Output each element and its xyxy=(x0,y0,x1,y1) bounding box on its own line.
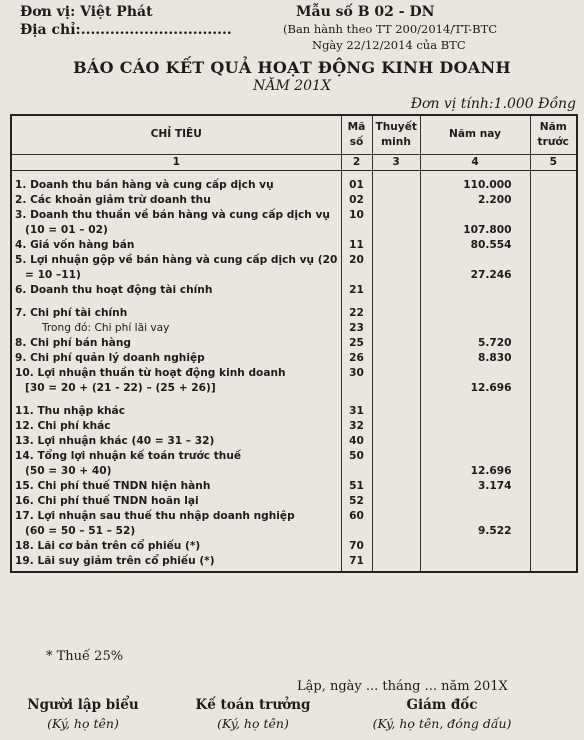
current-year-cell: 8.830 xyxy=(420,351,530,366)
indicator-cell xyxy=(12,193,341,208)
header-current-year: Năm nay xyxy=(420,116,530,154)
indicator-label: 18. Lãi cơ bản trên cổ phiếu (*) xyxy=(15,540,201,552)
indicator-label: 16. Chi phí thuế TNDN hoãn lại xyxy=(15,495,199,507)
indicator-cell xyxy=(12,419,341,434)
table-row xyxy=(12,336,576,351)
code-cell: 11 xyxy=(341,238,372,253)
indicator-cell xyxy=(12,494,341,509)
income-statement-table xyxy=(10,114,578,573)
indicator-label: 6. Doanh thu hoạt động tài chính xyxy=(15,284,213,296)
note-cell xyxy=(372,208,420,238)
indicator-cell xyxy=(12,306,341,321)
indicator-cell xyxy=(12,509,341,539)
indicator-cell xyxy=(12,238,341,253)
previous-year-cell xyxy=(530,449,576,479)
indicator-cell xyxy=(12,366,341,396)
note-cell xyxy=(372,554,420,571)
indicator-label: 15. Chi phí thuế TNDN hiện hành xyxy=(15,480,211,492)
sign-date-line: Lập, ngày ... tháng ... năm 201X xyxy=(297,679,508,694)
indicator-cell xyxy=(12,283,341,298)
director-title: Giám đốc xyxy=(406,697,478,713)
code-cell: 60 xyxy=(341,509,372,539)
table-row xyxy=(12,419,576,434)
col-number: 5 xyxy=(530,154,576,170)
previous-year-cell xyxy=(530,193,576,208)
indicator-label: 8. Chi phí bán hàng xyxy=(15,337,131,349)
table-row xyxy=(12,306,576,321)
current-year-cell xyxy=(420,321,530,336)
table-row xyxy=(12,539,576,554)
note-cell xyxy=(372,434,420,449)
preparer-note: (Ký, họ tên) xyxy=(47,716,119,731)
note-cell xyxy=(372,351,420,366)
previous-year-cell xyxy=(530,509,576,539)
code-cell: 71 xyxy=(341,554,372,571)
previous-year-cell xyxy=(530,253,576,283)
current-year-cell: 107.800 xyxy=(420,208,530,238)
indicator-cell xyxy=(12,539,341,554)
indicator-cell xyxy=(12,336,341,351)
footnote: * Thuế 25% xyxy=(46,649,124,664)
code-cell: 40 xyxy=(341,434,372,449)
chief-accountant-title: Kế toán trưởng xyxy=(195,697,311,713)
indicator-label: 19. Lãi suy giảm trên cổ phiếu (*) xyxy=(15,555,215,567)
current-year-cell xyxy=(420,539,530,554)
unit-address: Địa chỉ:............................... xyxy=(20,22,232,38)
col-number: 4 xyxy=(420,154,530,170)
indicator-cell xyxy=(12,434,341,449)
code-cell: 20 xyxy=(341,253,372,283)
current-year-cell xyxy=(420,494,530,509)
indicator-formula: = 10 –11) xyxy=(25,269,81,281)
indicator-cell xyxy=(12,178,341,193)
indicator-formula: [30 = 20 + (21 - 22) – (25 + 26)] xyxy=(25,382,216,394)
previous-year-cell xyxy=(530,494,576,509)
code-cell: 02 xyxy=(341,193,372,208)
indicator-label: 10. Lợi nhuận thuần từ hoạt động kinh doanh xyxy=(15,367,286,379)
code-cell: 32 xyxy=(341,419,372,434)
note-cell xyxy=(372,404,420,419)
indicator-formula: (10 = 01 – 02) xyxy=(25,224,108,236)
note-cell xyxy=(372,509,420,539)
indicator-cell xyxy=(12,404,341,419)
table-row xyxy=(12,434,576,449)
note-cell xyxy=(372,539,420,554)
code-cell: 31 xyxy=(341,404,372,419)
previous-year-cell xyxy=(530,178,576,193)
indicator-formula: (60 = 50 – 51 – 52) xyxy=(25,525,136,537)
director-note: (Ký, họ tên, đóng dấu) xyxy=(372,716,512,731)
table-row xyxy=(12,283,576,298)
code-cell: 01 xyxy=(341,178,372,193)
note-cell xyxy=(372,321,420,336)
current-year-cell xyxy=(420,434,530,449)
indicator-cell xyxy=(12,554,341,571)
note-cell xyxy=(372,449,420,479)
header-code: Mã số xyxy=(341,116,372,154)
current-year-cell xyxy=(420,419,530,434)
report-title: BÁO CÁO KẾT QUẢ HOẠT ĐỘNG KINH DOANH xyxy=(73,58,511,77)
table-row xyxy=(12,449,576,479)
current-year-cell xyxy=(420,283,530,298)
code-cell: 22 xyxy=(341,306,372,321)
previous-year-cell xyxy=(530,351,576,366)
current-year-cell: 5.720 xyxy=(420,336,530,351)
previous-year-cell xyxy=(530,554,576,571)
chief-accountant-note: (Ký, họ tên) xyxy=(217,716,289,731)
note-cell xyxy=(372,366,420,396)
current-year-cell: 12.696 xyxy=(420,366,530,396)
note-cell xyxy=(372,193,420,208)
current-year-cell: 12.696 xyxy=(420,449,530,479)
table-row xyxy=(12,509,576,539)
current-year-cell: 2.200 xyxy=(420,193,530,208)
indicator-cell xyxy=(12,321,341,336)
unit-name: Đơn vị: Việt Phát xyxy=(20,4,153,20)
indicator-label: 5. Lợi nhuận gộp về bán hàng và cung cấp dịch vụ (20 xyxy=(15,254,338,266)
indicator-label: 11. Thu nhập khác xyxy=(15,405,125,417)
note-cell xyxy=(372,479,420,494)
previous-year-cell xyxy=(530,366,576,396)
code-cell: 10 xyxy=(341,208,372,238)
table-row xyxy=(12,208,576,238)
code-cell: 26 xyxy=(341,351,372,366)
form-code: Mẫu số B 02 - DN xyxy=(296,4,435,20)
indicator-cell xyxy=(12,253,341,283)
col-number: 3 xyxy=(372,154,420,170)
indicator-label: 12. Chi phí khác xyxy=(15,420,111,432)
indicator-cell xyxy=(12,449,341,479)
code-cell: 50 xyxy=(341,449,372,479)
indicator-label: 13. Lợi nhuận khác (40 = 31 – 32) xyxy=(15,435,215,447)
previous-year-cell xyxy=(530,434,576,449)
table-row xyxy=(12,193,576,208)
previous-year-cell xyxy=(530,238,576,253)
indicator-label: 1. Doanh thu bán hàng và cung cấp dịch vụ xyxy=(15,179,274,191)
note-cell xyxy=(372,178,420,193)
table-row xyxy=(12,178,576,193)
note-cell xyxy=(372,336,420,351)
note-cell xyxy=(372,306,420,321)
indicator-label: 9. Chi phí quản lý doanh nghiệp xyxy=(15,352,205,364)
table-row xyxy=(12,321,576,336)
previous-year-cell xyxy=(530,419,576,434)
table-row xyxy=(12,366,576,396)
current-year-cell: 80.554 xyxy=(420,238,530,253)
header-note: Thuyết minh xyxy=(372,116,420,154)
note-cell xyxy=(372,494,420,509)
header-indicator: CHỈ TIÊU xyxy=(12,116,341,154)
indicator-label: 7. Chi phí tài chính xyxy=(15,307,128,319)
note-cell xyxy=(372,419,420,434)
indicator-label: 17. Lợi nhuận sau thuế thu nhập doanh nghiệp xyxy=(15,510,295,522)
issued-note-line2: Ngày 22/12/2014 của BTC xyxy=(312,38,466,52)
code-cell: 23 xyxy=(341,321,372,336)
current-year-cell xyxy=(420,306,530,321)
note-cell xyxy=(372,283,420,298)
current-year-cell: 3.174 xyxy=(420,479,530,494)
table-row xyxy=(12,494,576,509)
note-cell xyxy=(372,253,420,283)
current-year-cell xyxy=(420,404,530,419)
indicator-cell xyxy=(12,351,341,366)
table-row xyxy=(12,253,576,283)
indicator-cell xyxy=(12,479,341,494)
col-number: 2 xyxy=(341,154,372,170)
table-row xyxy=(12,554,576,571)
previous-year-cell xyxy=(530,539,576,554)
preparer-title: Người lập biểu xyxy=(27,697,139,713)
current-year-cell: 110.000 xyxy=(420,178,530,193)
previous-year-cell xyxy=(530,208,576,238)
previous-year-cell xyxy=(530,306,576,321)
table-row xyxy=(12,238,576,253)
code-cell: 52 xyxy=(341,494,372,509)
previous-year-cell xyxy=(530,283,576,298)
code-cell: 30 xyxy=(341,366,372,396)
previous-year-cell xyxy=(530,336,576,351)
table-row xyxy=(12,351,576,366)
current-year-cell xyxy=(420,554,530,571)
indicator-formula: (50 = 30 + 40) xyxy=(25,465,112,477)
indicator-cell xyxy=(12,208,341,238)
previous-year-cell xyxy=(530,479,576,494)
header-previous-year: Năm trước xyxy=(530,116,576,154)
code-cell: 25 xyxy=(341,336,372,351)
report-year: NĂM 201X xyxy=(253,78,331,94)
table-body xyxy=(12,170,576,571)
code-cell: 70 xyxy=(341,539,372,554)
indicator-label: Trong đó: Chi phí lãi vay xyxy=(42,322,170,334)
col-number: 1 xyxy=(12,154,341,170)
indicator-label: 2. Các khoản giảm trừ doanh thu xyxy=(15,194,211,206)
previous-year-cell xyxy=(530,321,576,336)
table-row xyxy=(12,479,576,494)
current-year-cell: 27.246 xyxy=(420,253,530,283)
previous-year-cell xyxy=(530,404,576,419)
code-cell: 21 xyxy=(341,283,372,298)
issued-note-line1: (Ban hành theo TT 200/2014/TT-BTC xyxy=(283,22,498,36)
indicator-label: 14. Tổng lợi nhuận kế toán trước thuế xyxy=(15,450,242,462)
currency-unit-note: Đơn vị tính:1.000 Đồng xyxy=(410,96,576,112)
note-cell xyxy=(372,238,420,253)
indicator-label: 4. Giá vốn hàng bán xyxy=(15,239,135,251)
current-year-cell: 9.522 xyxy=(420,509,530,539)
indicator-label: 3. Doanh thu thuần về bán hàng và cung cấp dịch vụ xyxy=(15,209,330,221)
table-row xyxy=(12,404,576,419)
code-cell: 51 xyxy=(341,479,372,494)
